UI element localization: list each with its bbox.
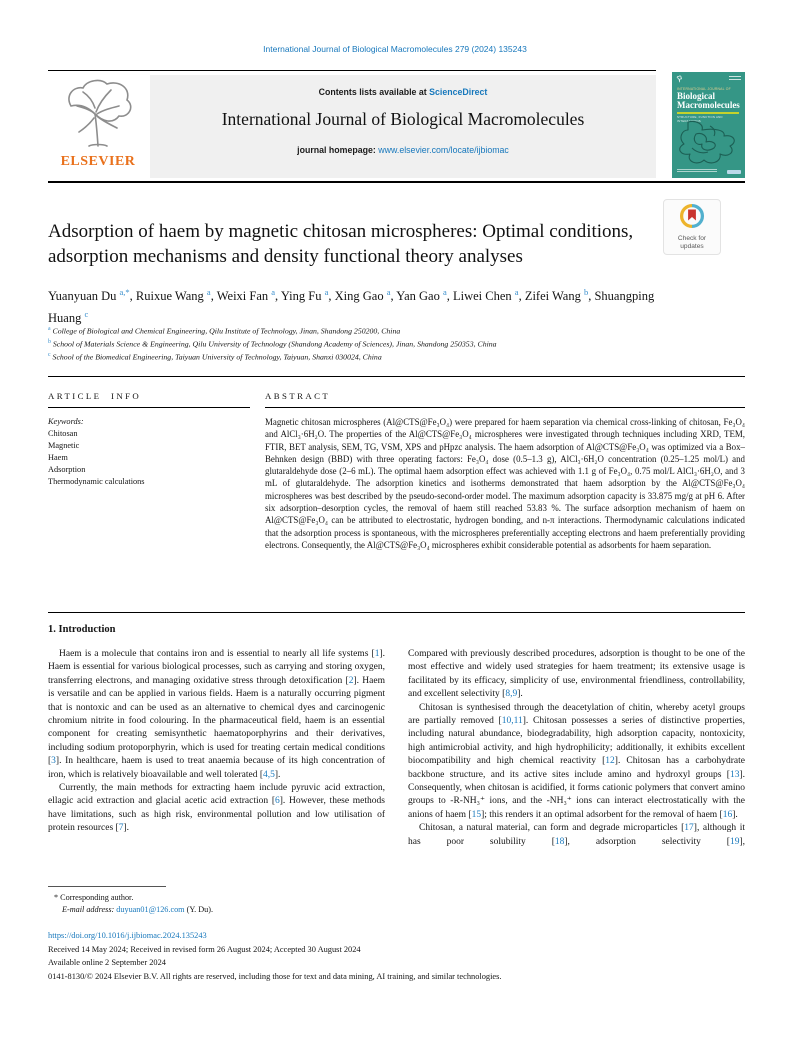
citation-ref[interactable]: 6 bbox=[275, 796, 280, 807]
author: Ying Fu $^a$, bbox=[280, 287, 335, 304]
cover-molecule-illustration bbox=[674, 118, 743, 170]
citation-ref[interactable]: 2 bbox=[348, 675, 354, 686]
abstract-heading: ABSTRACT bbox=[265, 391, 331, 401]
author-affil-sup: b bbox=[583, 287, 589, 297]
body-column-left bbox=[48, 648, 385, 849]
elsevier-wordmark: ELSEVIER bbox=[60, 154, 136, 169]
paragraph: Haem is a molecule that contains iron and is essential to nearly all life systems [1]. Haem is essential for various biological processes, such as carrying and storing oxygen, transferring electrons, and managing oxidative stress through detoxification [2]. Haem is versatile and can be applied in various fields. Haem is a naturally occurring pigment that is nontoxic and can be used as an alternative to chemical dyes and carcinogenic chromium nitrite in food colouring. In the pharmaceutical field, haem is an essential component for creating semisynthetic haematoporphyrins and their derivatives, including sodium protoporphyrin, which is used for treating certain medical conditions [3]. In healthcare, haem is used to treat anaemia because of its high concentration of iron, which is relatively bioavailable and well tolerated [4,5]. bbox=[48, 649, 385, 780]
affiliation: $^b$ School of Materials Science & Engineering, Qilu University of Technology (Shandong Academy of Sciences), Jinan, Shandong 250353, China bbox=[48, 339, 497, 349]
sciencedirect-link[interactable]: ScienceDirect bbox=[429, 87, 488, 97]
cover-volume-text bbox=[729, 76, 741, 81]
abstract-rule bbox=[265, 407, 745, 408]
section-heading-introduction: 1. Introduction bbox=[48, 624, 116, 635]
author: Xing Gao $^a$, bbox=[334, 287, 397, 304]
email-link[interactable]: duyuan01@126.com bbox=[116, 905, 185, 914]
keyword: Haem bbox=[48, 453, 68, 462]
author: Yan Gao $^a$, bbox=[396, 287, 453, 304]
top-rule bbox=[48, 70, 656, 71]
abstract-section bbox=[265, 391, 745, 551]
footnote bbox=[48, 886, 388, 916]
contents-line bbox=[150, 87, 656, 97]
info-top-rule bbox=[48, 376, 745, 377]
body-columns bbox=[48, 648, 745, 849]
author-affil-sup: c bbox=[84, 309, 89, 320]
author: Weixi Fan $^a$, bbox=[216, 287, 281, 304]
email-suffix: (Y. Du). bbox=[184, 905, 214, 914]
abstract-text: Magnetic chitosan microspheres (Al@CTS@Fe₃O₄) were prepared for haem separation via chemical cross-linking of chitosan, Fe₃O₄ and AlCl₃·6H₂O. The properties of the Al@CTS@Fe₃O₄ microspheres were investigated through techniques including XRD, TEM, FTIR, BET analysis, SEM, TG, VSM, XPS and pHpzc analysis. The haem adsorption of Al@CTS@Fe₃O₄ was optimized via a Box–Behnken design (BBD) with three operating factors: Fe₃O₄ dose (0.5–1.3 g), AlCl₃·6H₂O concentration (0.25–1.25 mol/L) and glutaraldehyde dose (2–6 mL). The optimal haem adsorption effect was achieved with 1.1 g of Fe₃O₄, 0.75 mol/L AlCl₃·6H₂O, and 3 mL of glutaraldehyde. The adsorption kinetics and isotherms demonstrated that haem adsorption by the Al@CTS@Fe₃O₄ microspheres was best described by the pseudo-second-order model. The maximum adsorption capacity is 33.875 mg/g at pH 6. After six adsorption–desorption cycles, the removal of haem still reached 53.83 %. The surface adsorption mechanism of haem on Al@CTS@Fe₃O₄ can be attributed to electrostatic, hydrogen bonding, and n-π interactions. Thermodynamic calculations indicated that the adsorption process is spontaneous, with the microspheres preferentially accepting electrons and haem preferentially providing electrons. Consequently, the Al@CTS@Fe₃O₄ microspheres exhibit considerable potential as adsorbents for haem separation. bbox=[265, 417, 745, 550]
keyword-list bbox=[48, 428, 250, 488]
citation-ref[interactable]: 12 bbox=[605, 756, 615, 767]
journal-title: International Journal of Biological Macromolecules bbox=[221, 109, 585, 129]
citation-ref[interactable]: 17 bbox=[684, 823, 694, 834]
author-affil-sup: a bbox=[514, 287, 519, 297]
citation-ref[interactable]: 8,9 bbox=[505, 689, 518, 700]
available-online: Available online 2 September 2024 bbox=[48, 958, 166, 967]
paragraph: Compared with previously described procedures, adsorption is thought to be one of the most effective and widely used strategies for haem treatment; its extensive usage is facilitated by its efficacy, simplicity of use, environmental friendliness, controllability, and excellent selectivity [8,9]. bbox=[408, 649, 745, 700]
author: Zifei Wang $^b$, bbox=[524, 287, 595, 304]
author: Ruixue Wang $^a$, bbox=[135, 287, 217, 304]
contents-prefix: Contents lists available at bbox=[318, 87, 430, 97]
article-info-section bbox=[48, 391, 250, 488]
paragraph: Chitosan is synthesised through the deacetylation of chitin, whereby acetyl groups are partially removed [10,11]. Chitosan possesses a series of distinctive properties, including natural abundance, biodegradability, high adsorption capacity, nontoxicity, high antimicrobial activity, and high hydrophilicity; additionally, it exhibits excellent biocompatibility and high chemical reactivity [12]. Chitosan has a carbohydrate backbone structure, and its active sites include amino and hydroxyl groups [13]. Consequently, when chitosan is acidified, it forms cationic polymers that convert amino groups to -R-NH₃⁺ ions, and the -NH₃⁺ ions can interact electrostatically with the anions of haem [15]; this renders it an optimal adsorbent for the removal of haem [16]. bbox=[408, 702, 745, 820]
citation-ref[interactable]: 18 bbox=[554, 836, 565, 847]
keyword: Magnetic bbox=[48, 441, 80, 450]
author-affil-sup: a bbox=[206, 287, 211, 297]
citation-ref[interactable]: 1 bbox=[374, 649, 380, 659]
journal-cover-thumbnail bbox=[672, 72, 745, 178]
author-affil-sup: a bbox=[442, 287, 447, 297]
cover-accent-bar bbox=[677, 112, 739, 114]
crossmark-icon bbox=[679, 216, 705, 233]
cover-title-line1: Biological bbox=[677, 91, 715, 101]
citation-ref[interactable]: 3 bbox=[51, 756, 56, 767]
keyword: Thermodynamic calculations bbox=[48, 477, 145, 486]
article-info-heading: ARTICLE INFO bbox=[48, 391, 142, 401]
article-title: Adsorption of haem by magnetic chitosan microspheres: Optimal conditions, adsorption mechanisms and density functional theory analyses bbox=[48, 221, 634, 267]
abstract-bottom-rule bbox=[48, 612, 745, 613]
keyword: Adsorption bbox=[48, 465, 86, 474]
keywords-label: Keywords: bbox=[48, 417, 84, 426]
body-column-right bbox=[408, 648, 745, 849]
cover-elsevier-mark-icon bbox=[676, 75, 683, 84]
badge-label: Check for updates bbox=[677, 235, 707, 250]
homepage-line bbox=[150, 145, 656, 155]
affiliation: $^a$ College of Biological and Chemical Engineering, Qilu Institute of Technology, Jinan, Shandong 250200, China bbox=[48, 326, 401, 336]
author: Shuangping Huang $^c$ bbox=[48, 289, 655, 326]
citation-ref[interactable]: 13 bbox=[729, 769, 740, 780]
citation-ref[interactable]: 19 bbox=[729, 836, 740, 847]
author: Liwei Chen $^a$, bbox=[452, 287, 525, 304]
copyright-line: 0141-8130/© 2024 Elsevier B.V. All rights are reserved, including those for text and data mining, AI training, and similar technologies. bbox=[48, 971, 502, 981]
masthead bbox=[150, 75, 656, 178]
cover-footer-text bbox=[677, 169, 717, 174]
author: Yuanyuan Du $^{a,*}$, bbox=[48, 287, 136, 304]
paragraph: Currently, the main methods for extracting haem include pyruvic acid extraction, ellagic acid extraction and glacial acetic acid extraction [6]. However, these methods have limitations, such as high risk, environmental pollution and low utilisation of protein resources [7]. bbox=[48, 783, 385, 834]
citation-ref[interactable]: 15 bbox=[471, 809, 482, 820]
corresponding-author-note: * Corresponding author. bbox=[54, 893, 134, 902]
author-list bbox=[48, 283, 688, 327]
author-affil-sup: a,* bbox=[119, 287, 130, 297]
homepage-link[interactable]: www.elsevier.com/locate/ijbiomac bbox=[378, 145, 509, 155]
cover-subtitle: STRUCTURE, FUNCTION AND INTERACTIONS bbox=[677, 115, 723, 123]
homepage-prefix: journal homepage: bbox=[297, 145, 379, 155]
cover-title-line2: Macromolecules bbox=[677, 100, 740, 110]
doi-link[interactable]: https://doi.org/10.1016/j.ijbiomac.2024.135243 bbox=[48, 931, 207, 940]
received-dates: Received 14 May 2024; Received in revised form 26 August 2024; Accepted 30 August 2024 bbox=[48, 944, 361, 954]
author-affil-sup: a bbox=[271, 287, 276, 297]
footer bbox=[48, 929, 745, 983]
article-info-rule bbox=[48, 407, 250, 408]
email-label: E-mail address: bbox=[62, 905, 115, 914]
affiliation-list bbox=[48, 324, 708, 363]
journal-citation-link[interactable]: International Journal of Biological Macromolecules 279 (2024) 135243 bbox=[263, 44, 527, 54]
author-affil-sup: a bbox=[324, 287, 329, 297]
elsevier-tree-icon bbox=[48, 76, 148, 156]
citation-ref[interactable]: 16 bbox=[722, 809, 733, 820]
citation-ref[interactable]: 10,11 bbox=[501, 716, 523, 727]
citation-ref[interactable]: 4,5 bbox=[263, 769, 275, 780]
cover-journal-header: INTERNATIONAL JOURNAL OF bbox=[677, 87, 731, 91]
paragraph: Chitosan, a natural material, can form and degrade microparticles [17], although it has poor solubility [18], adsorption selectivity [19], bbox=[408, 823, 746, 847]
keyword: Chitosan bbox=[48, 429, 78, 438]
citation-ref[interactable]: 7 bbox=[118, 823, 124, 834]
cover-sciencedirect-badge bbox=[727, 170, 741, 174]
elsevier-logo bbox=[48, 76, 148, 178]
check-for-updates-badge[interactable] bbox=[663, 199, 721, 255]
affiliation: $^c$ School of the Biomedical Engineering, Taiyuan University of Technology, Taiyuan, Shanxi 030024, China bbox=[48, 352, 382, 362]
footnote-rule bbox=[48, 886, 166, 887]
email-line bbox=[62, 904, 388, 916]
masthead-bottom-rule bbox=[48, 181, 745, 183]
author-affil-sup: a bbox=[386, 287, 391, 297]
